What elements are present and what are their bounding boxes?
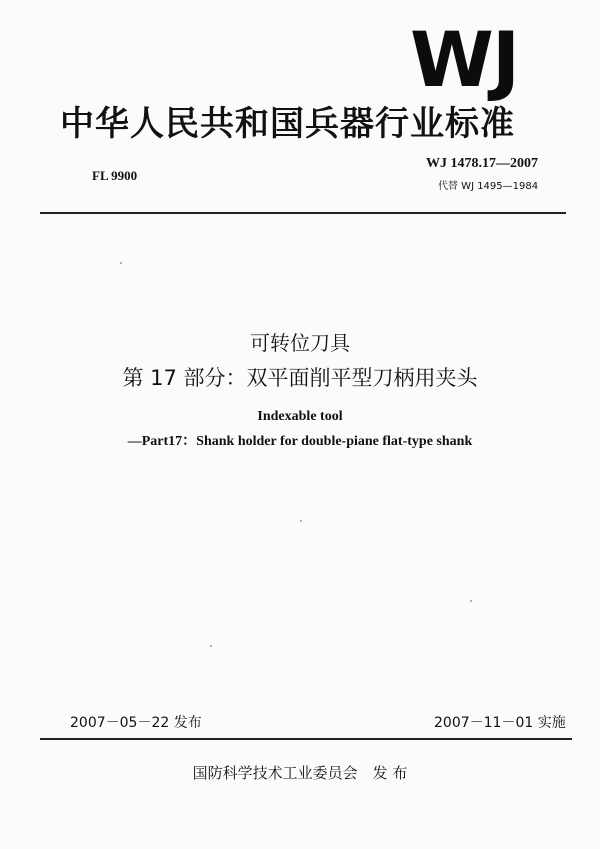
document-title-cn: 可转位刀具 bbox=[250, 331, 350, 355]
scan-speck bbox=[210, 645, 212, 647]
issue-date: 2007－05－22 发布 bbox=[70, 715, 202, 731]
implementation-date: 2007－11－01 实施 bbox=[434, 715, 566, 731]
scan-speck bbox=[300, 520, 302, 522]
classification-code: FL 9900 bbox=[92, 168, 138, 183]
publisher: 国防科学技术工业委员会 发 布 bbox=[192, 764, 408, 782]
document-title-en: Indexable tool bbox=[257, 409, 343, 424]
bottom-divider bbox=[40, 738, 572, 740]
top-divider bbox=[40, 212, 566, 214]
replaces-standard: 代替 WJ 1495—1984 bbox=[438, 181, 539, 192]
document-subtitle-cn: 第 17 部分：双平面削平型刀柄用夹头 bbox=[122, 366, 478, 390]
scan-speck bbox=[470, 600, 472, 602]
wj-logo: WJ bbox=[410, 15, 519, 104]
scan-speck bbox=[120, 262, 122, 264]
document-subtitle-en: —Part17：Shank holder for double-piane flat-type shank bbox=[127, 434, 473, 449]
standard-number: WJ 1478.17—2007 bbox=[426, 156, 538, 171]
standard-category-title: 中华人民共和国兵器行业标准 bbox=[60, 104, 515, 144]
